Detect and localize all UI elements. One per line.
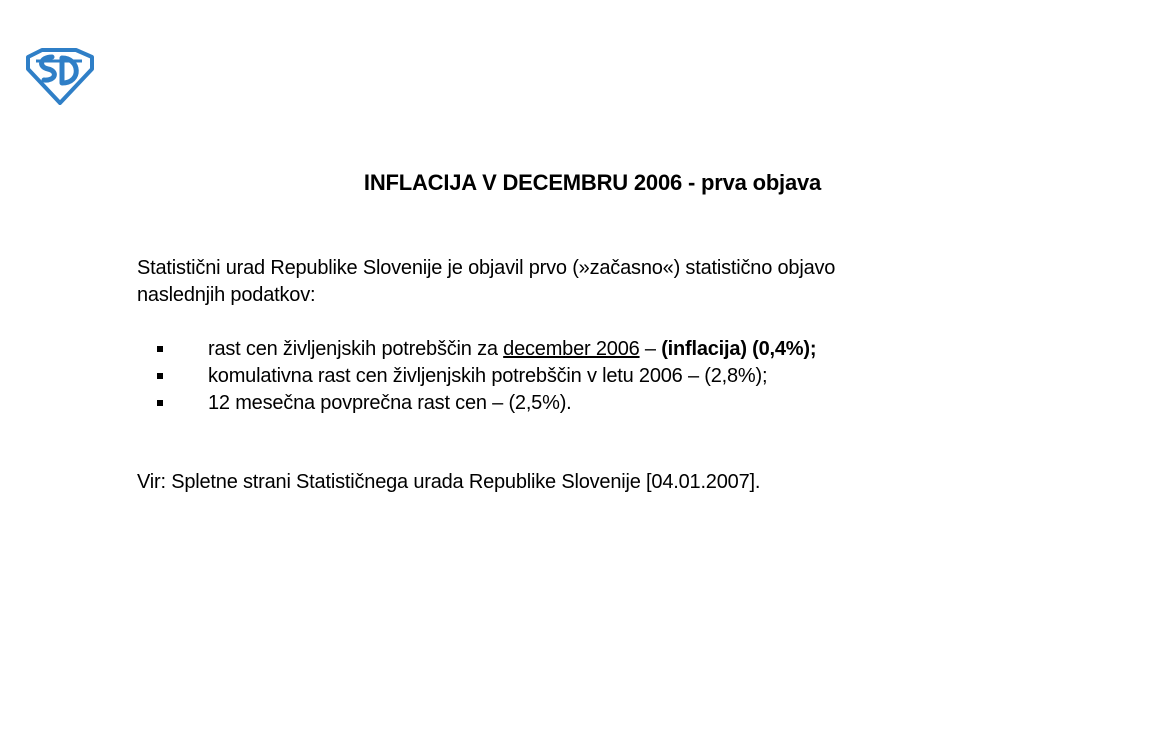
bullet-separator: –: [639, 338, 662, 360]
bullet-underlined-date: december 2006: [503, 338, 640, 360]
bullet-bold-value: (inflacija) (0,4%);: [661, 338, 817, 360]
list-item: [137, 363, 1037, 390]
intro-line-2: naslednjih podatkov:: [137, 284, 316, 306]
square-bullet-icon: [157, 373, 163, 379]
source-citation: Vir: Spletne strani Statističnega urada Republike Slovenije [04.01.2007].: [137, 471, 761, 493]
list-item: [137, 390, 1037, 417]
bullet-text: komulativna rast cen življenjskih potrebščin v letu 2006 – (2,8%);: [208, 365, 768, 387]
list-item: [137, 336, 1037, 363]
square-bullet-icon: [157, 400, 163, 406]
square-bullet-icon: [157, 346, 163, 352]
shield-logo-icon: [22, 47, 96, 105]
page-title: INFLACIJA V DECEMBRU 2006 - prva objava: [363, 170, 822, 195]
data-bullet-list: [137, 336, 1037, 417]
bullet-text: rast cen življenjskih potrebščin za: [208, 338, 504, 360]
intro-line-1: Statistični urad Republike Slovenije je objavil prvo (»začasno«) statistično objavo: [137, 257, 836, 279]
intro-paragraph: [137, 255, 997, 309]
bullet-text: 12 mesečna povprečna rast cen – (2,5%).: [208, 392, 572, 414]
